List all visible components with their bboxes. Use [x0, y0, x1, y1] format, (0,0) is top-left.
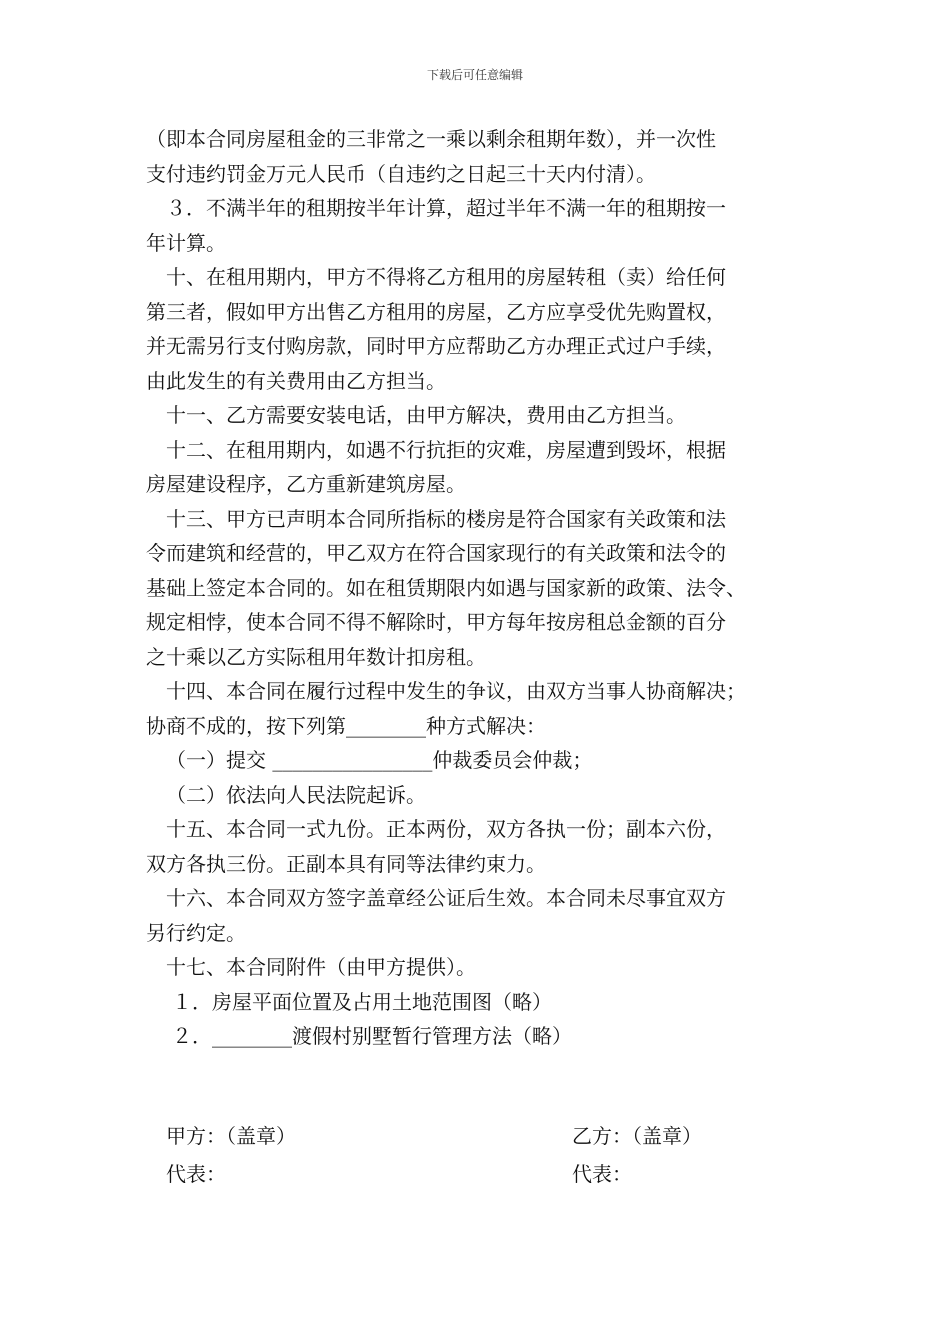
- text-line: 支付违约罚金万元人民币（自违约之日起三十天内付清）。: [146, 161, 656, 186]
- clause-14: 十四、本合同在履行过程中发生的争议，由双方当事人协商解决；: [166, 679, 746, 703]
- option-arbitration: （一）提交 ________________仲裁委员会仲裁；: [166, 748, 593, 772]
- text-line: 之十乘以乙方实际租用年数计扣房租。: [146, 644, 486, 669]
- text-line: 协商不成的，按下列第________种方式解决：: [146, 713, 546, 738]
- text-line: （即本合同房屋租金的三非常之一乘以剩余租期年数），并一次性: [146, 127, 716, 151]
- text-line: 由此发生的有关费用由乙方担当。: [146, 368, 446, 393]
- text-line: ３．不满半年的租期按半年计算，超过半年不满一年的租期按一: [166, 196, 726, 220]
- clause-11: 十一、乙方需要安装电话，由甲方解决，费用由乙方担当。: [166, 403, 686, 427]
- page-header-note: 下载后可任意编辑: [426, 68, 523, 82]
- text-line: 规定相悖，使本合同不得不解除时，甲方每年按房租总金额的百分: [146, 610, 726, 634]
- clause-16: 十六、本合同双方签字盖章经公证后生效。本合同未尽事宜双方: [166, 886, 726, 910]
- option-court: （二）依法向人民法院起诉。: [166, 782, 426, 807]
- attachment-1: １．房屋平面位置及占用土地范围图（略）: [172, 989, 552, 1014]
- clause-13: 十三、甲方已声明本合同所指标的楼房是符合国家有关政策和法: [166, 506, 726, 531]
- text-line: 双方各执三份。正副本具有同等法律约束力。: [146, 851, 546, 876]
- clause-15: 十五、本合同一式九份。正本两份，双方各执一份；副本六份，: [166, 817, 726, 841]
- text-line: 基础上签定本合同的。如在租赁期限内如遇与国家新的政策、法令、: [146, 575, 746, 600]
- party-b-representative: 代表：: [572, 1162, 632, 1186]
- text-line: 第三者，假如甲方出售乙方租用的房屋，乙方应享受优先购置权，: [146, 299, 726, 324]
- text-line: 年计算。: [146, 230, 226, 255]
- party-a-seal: 甲方：（盖章）: [166, 1124, 296, 1148]
- text-line: 令而建筑和经营的，甲乙双方在符合国家现行的有关政策和法令的: [146, 541, 726, 565]
- contract-body: [146, 122, 826, 1054]
- clause-12: 十二、在租用期内，如遇不行抗拒的灾难，房屋遭到毁坏，根据: [166, 437, 726, 462]
- text-line: 另行约定。: [146, 920, 246, 945]
- attachment-2: ２．________渡假村别墅暂行管理方法（略）: [172, 1024, 572, 1048]
- clause-10: 十、在租用期内，甲方不得将乙方租用的房屋转租（卖）给任何: [166, 265, 726, 289]
- clause-17: 十七、本合同附件（由甲方提供）。: [166, 955, 476, 979]
- party-a-representative: 代表：: [166, 1162, 226, 1186]
- text-line: 房屋建设程序，乙方重新建筑房屋。: [146, 472, 466, 496]
- text-line: 并无需另行支付购房款，同时甲方应帮助乙方办理正式过户手续，: [146, 334, 726, 358]
- party-b-seal: 乙方：（盖章）: [572, 1124, 702, 1148]
